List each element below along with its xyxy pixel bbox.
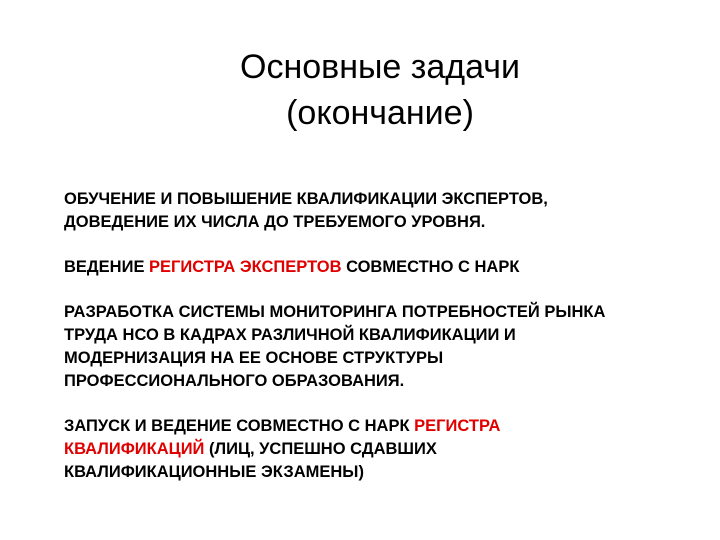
- task-item-training-line-1: ОБУЧЕНИЕ И ПОВЫШЕНИЕ КВАЛИФИКАЦИИ ЭКСПЕРТОВ,: [64, 190, 548, 208]
- task-item-expert-register-line: [64, 256, 684, 279]
- task-item-monitoring: [64, 301, 684, 393]
- task-item-qualification-register-line-3: КВАЛИФИКАЦИОННЫЕ ЭКЗАМЕНЫ): [64, 463, 364, 481]
- task-item-qualification-register: [64, 415, 684, 484]
- task-item-expert-register-post: СОВМЕСТНО С НАРК: [341, 258, 520, 276]
- task-item-expert-register: [64, 256, 684, 279]
- task-item-monitoring-line-1: РАЗРАБОТКА СИСТЕМЫ МОНИТОРИНГА ПОТРЕБНОСТЕЙ РЫНКА: [64, 303, 606, 321]
- task-item-training: [64, 188, 684, 234]
- task-list: [64, 188, 684, 506]
- task-item-qualification-register-post: (ЛИЦ, УСПЕШНО СДАВШИХ: [204, 440, 437, 458]
- task-item-monitoring-line-2: ТРУДА НСО В КАДРАХ РАЗЛИЧНОЙ КВАЛИФИКАЦИИ И: [64, 326, 516, 344]
- task-item-qualification-register-line-1: [64, 415, 684, 438]
- task-item-monitoring-line-4: ПРОФЕССИОНАЛЬНОГО ОБРАЗОВАНИЯ.: [64, 372, 405, 390]
- qualification-register-highlight-2: КВАЛИФИКАЦИЙ: [64, 440, 205, 458]
- qualification-register-highlight-1: РЕГИСТРА: [414, 417, 501, 435]
- task-item-monitoring-line-3: МОДЕРНИЗАЦИЯ НА ЕЕ ОСНОВЕ СТРУКТУРЫ: [64, 349, 444, 367]
- task-item-qualification-register-pre: ЗАПУСК И ВЕДЕНИЕ СОВМЕСТНО С НАРК: [64, 417, 415, 435]
- task-item-training-line-2: ДОВЕДЕНИЕ ИХ ЧИСЛА ДО ТРЕБУЕМОГО УРОВНЯ.: [64, 213, 486, 231]
- slide-title: [220, 44, 540, 136]
- title-line-2: (окончание): [286, 94, 474, 132]
- expert-register-highlight: РЕГИСТРА ЭКСПЕРТОВ: [149, 258, 342, 276]
- task-item-expert-register-pre: ВЕДЕНИЕ: [64, 258, 150, 276]
- task-item-qualification-register-line-2: [64, 438, 684, 461]
- title-line-1: Основные задачи: [240, 48, 520, 86]
